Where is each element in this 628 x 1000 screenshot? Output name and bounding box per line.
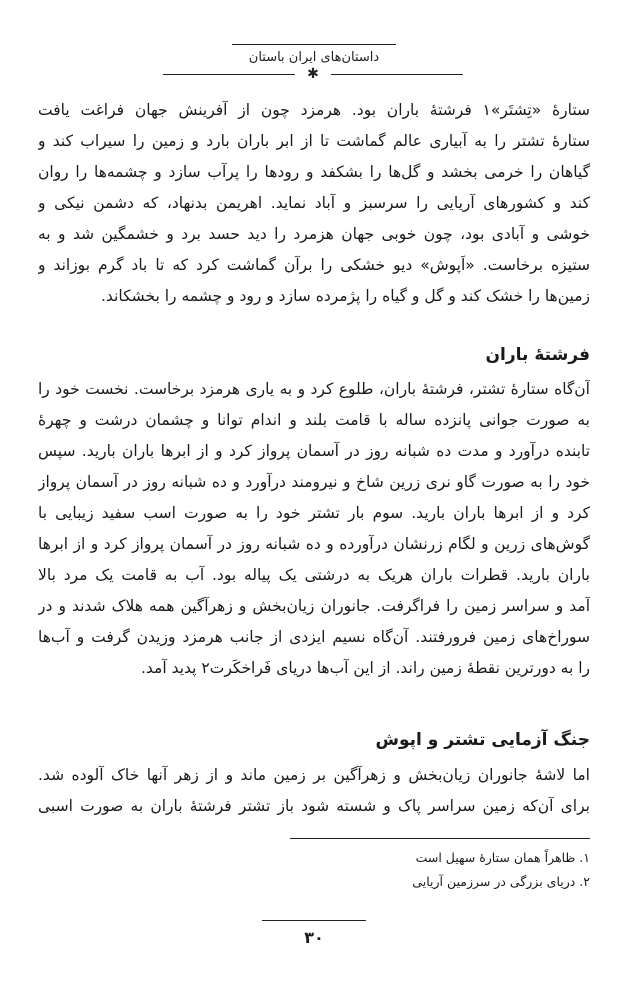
battle-paragraph: [38, 760, 590, 822]
text-line: باران بارید. قطرات باران هریک به درشتی یک پیاله بود. آب به قامت یک مرد بالا: [38, 566, 590, 584]
header-bottom-rule-left: [163, 74, 295, 75]
running-title: داستان‌های ایران باستان: [248, 50, 380, 65]
text-line: سوراخ‌های زمین فرورفتند. آن‌گاه نسیم ایزدی از جانب هرمزد وزیدن گرفت و آب‌ها: [38, 628, 590, 646]
page-number-rule: [262, 920, 366, 921]
ornament-icon: ✱: [307, 66, 319, 82]
header-top-rule: [232, 44, 396, 45]
page-number: ۳۰: [304, 928, 324, 947]
footnotes: [290, 846, 590, 894]
text-line: آمد و سراسر زمین را فراگرفت. جانوران زیان‌بخش و زهرآگین همه هلاک شدند و در: [38, 597, 590, 615]
text-line: ستارهٔ تشتر را به آبیاری عالم گماشت تا از ابر باران بارد و زمین را سیراب کند و: [38, 132, 590, 150]
text-line: ستارهٔ «تِشتَر»۱ فرشتهٔ باران بود. هرمزد چون از آفرینش جهان فراغت یافت: [38, 101, 590, 119]
text-line: گیاهان را خرمی بخشد و گل‌ها را بشکفد و رودها را پرآب سازد و چشمه‌ها را روان: [38, 163, 590, 181]
text-line: خود را به صورت گاو نری زرین شاخ و نیرومند درآورد و ده شبانه روز در آسمان پرواز: [38, 473, 590, 491]
footnote-rule: [290, 838, 590, 839]
section-heading-rain-angel: فرشتهٔ باران: [485, 345, 590, 365]
text-line: کند و کشورهای آریایی را سرسبز و آباد نماید. اهریمن بدنهاد، که دشمن نیکی و: [38, 194, 590, 212]
text-line: خوشی و آبادی بود، چون خوبی جهان هزمرد را دید حسد برد و خشمگین شد و به: [38, 225, 590, 243]
text-line: را به دورترین نقطهٔ زمین راند. از این آب‌ها دریای فَراخکَرت۲ پدید آمد.: [140, 659, 590, 677]
intro-paragraph: [38, 95, 590, 312]
text-line: آن‌گاه ستارهٔ تشتر، فرشتهٔ باران، طلوع کرد و به یاری هرمزد برخاست. نخست خود را: [38, 380, 590, 398]
section-heading-battle: جنگ آزمایی تشتر و اپوش: [375, 730, 590, 750]
text-line: تابنده درآورد و مدت ده شبانه روز در آسمان پرواز کرد و از ابرها باران بارید. سپس: [38, 442, 590, 460]
text-line: زمین‌ها را خشک کند و گل و گیاه را پژمرده سازد و رود و چشمه را بخشکاند.: [101, 287, 590, 305]
text-line: اما لاشهٔ جانوران زیان‌بخش و زهرآگین بر زمین ماند و از زهر آنها خاک آلوده شد.: [38, 766, 590, 784]
footnote-1: ۱. ظاهراً همان ستارهٔ سهیل است: [415, 850, 590, 865]
rain-angel-paragraph: [38, 374, 590, 684]
text-line: گوش‌های زرین و لگام زرنشان درآورده و ده شبانه روز در آسمان پرواز کرد و از ابرها: [38, 535, 590, 553]
text-line: برای آن‌که زمین سراسر پاک و شسته شود باز تشتر فرشتهٔ باران به صورت اسبی: [38, 797, 590, 815]
text-line: به صورت جوانی پانزده ساله با قامت بلند و اندام توانا و چشمان درشت و چهرهٔ: [38, 411, 590, 429]
text-line: کرد و از ابرها باران بارید. سوم بار تشتر خود را به صورت اسب سفید زیبایی با: [38, 504, 590, 522]
header-bottom-rule-right: [331, 74, 463, 75]
footnote-2: ۲. دریای بزرگی در سرزمین آریایی: [412, 874, 590, 889]
text-line: ستیزه برخاست. «اَپوش» دیو خشکی را برآن گماشت کرد که تا باد گرم بوزاند و: [38, 256, 590, 274]
